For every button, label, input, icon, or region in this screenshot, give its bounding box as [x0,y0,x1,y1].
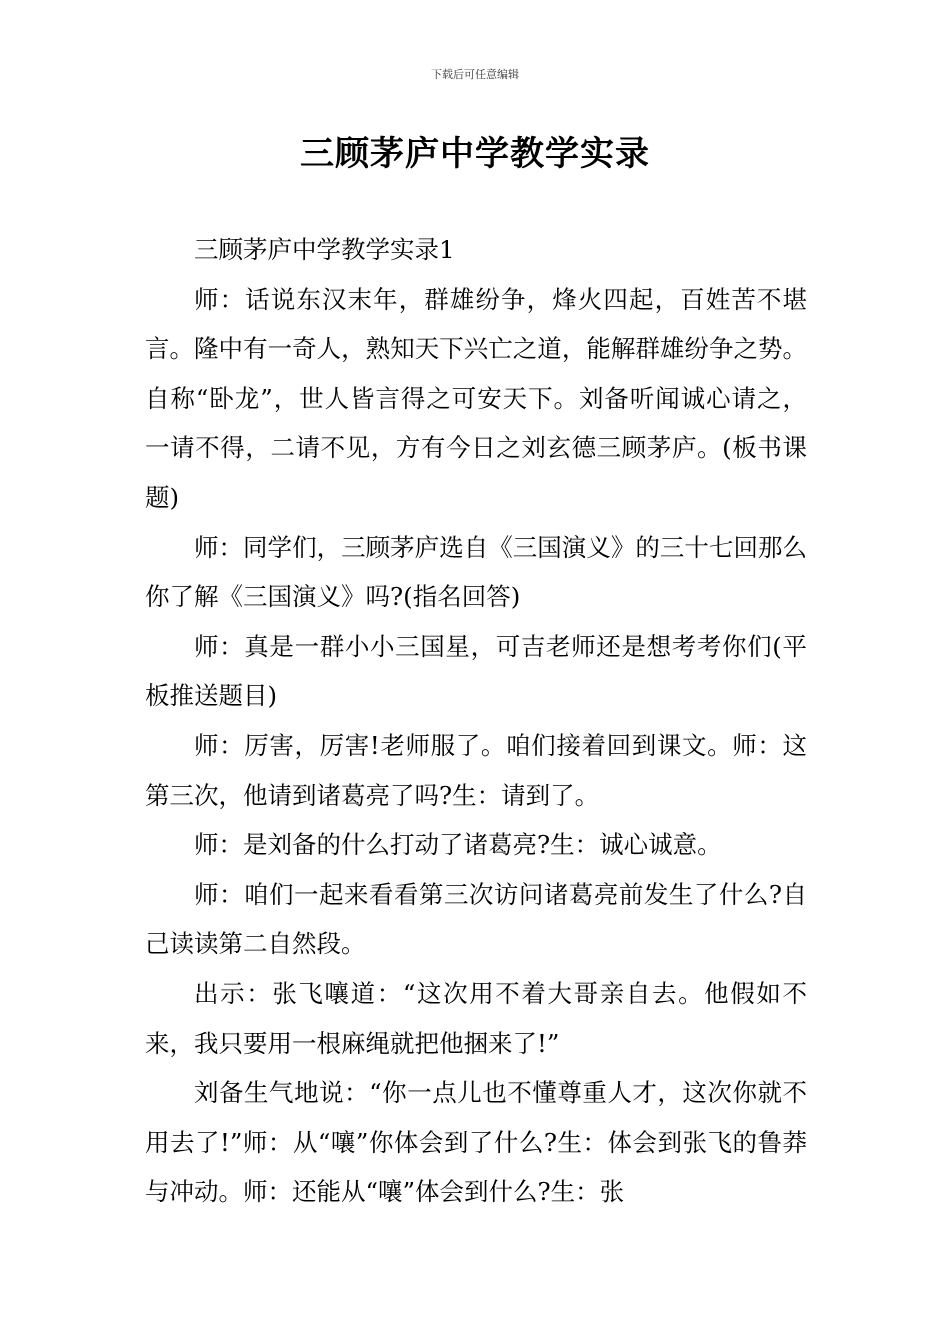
header-note: 下载后可任意编辑 [431,68,519,81]
paragraph: 三顾茅庐中学教学实录1 [194,235,455,264]
paragraph: 师：同学们，三顾茅庐选自《三国演义》的三十七回那么你了解《三国演义》吗?(指名回答) [145,532,807,612]
paragraph: 师：话说东汉末年，群雄纷争，烽火四起，百姓苦不堪言。隆中有一奇人，熟知天下兴亡之道，能解群雄纷争之势。自称“卧龙”，世人皆言得之可安天下。刘备听闻诚心请之，一请不得，二请不见，方有今日之刘玄德三顾茅庐。(板书课题) [145,284,807,512]
paragraph: 师：是刘备的什么打动了诸葛亮?生：诚心诚意。 [194,830,722,860]
paragraph: 师：咱们一起来看看第三次访问诸葛亮前发生了什么?自己读读第二自然段。 [145,879,807,959]
paragraph: 师：真是一群小小三国星，可吉老师还是想考考你们(平板推送题目) [145,631,807,711]
paragraph: 师：厉害，厉害!老师服了。咱们接着回到课文。师：这第三次，他请到诸葛亮了吗?生：请到了。 [145,730,807,810]
paragraph: 刘备生气地说：“你一点儿也不懂尊重人才，这次你就不用去了!”师：从“嚷”你体会到了什么?生：体会到张飞的鲁莽与冲动。师：还能从“嚷”体会到什么?生：张 [145,1078,807,1207]
paragraph: 出示：张飞嚷道：“这次用不着大哥亲自去。他假如不来，我只要用一根麻绳就把他捆来了!” [145,978,807,1058]
document-body [145,225,807,1217]
document-title: 三顾茅庐中学教学实录 [300,134,650,174]
